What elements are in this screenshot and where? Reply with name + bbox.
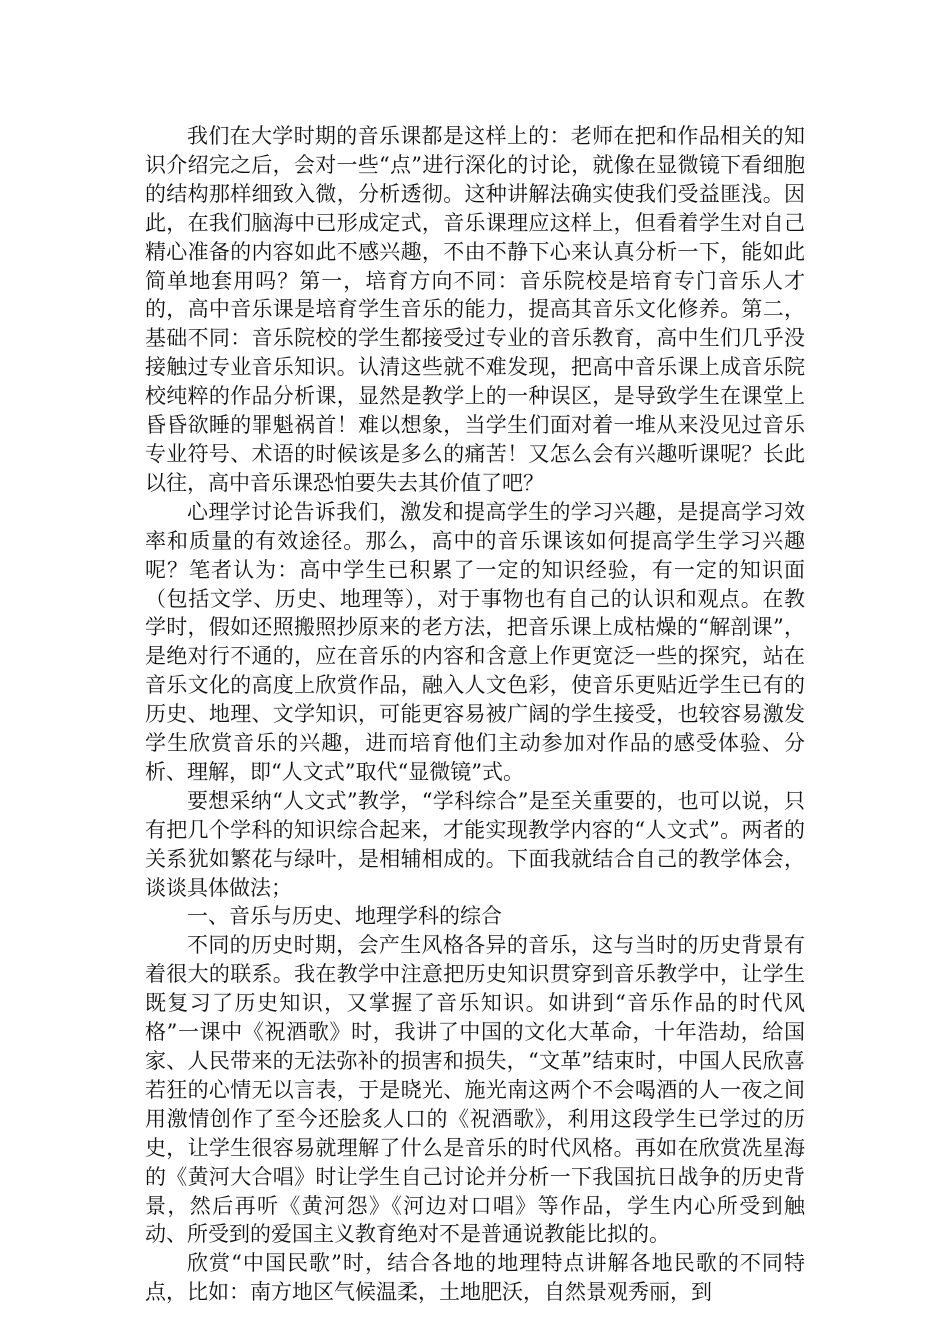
document-body [145, 122, 805, 1307]
paragraph-2: 心理学讨论告诉我们，激发和提高学生的学习兴趣，是提高学习效率和质量的有效途径。那么，高中的音乐课该如何提高学生学习兴趣呢？笔者认为：高中学生已积累了一定的知识经验，有一定的知识面（包括文学、历史、地理等），对于事物也有自己的认识和观点。在教学时，假如还照搬照抄原来的老方法，把音乐课上成枯燥的“解剖课”，是绝对行不通的，应在音乐的内容和含意上作更宽泛一些的探究，站在音乐文化的高度上欣赏作品，融入人文色彩，使音乐更贴近学生已有的历史、地理、文学知识，可能更容易被广阔的学生接受，也较容易激发学生欣赏音乐的兴趣，进而培育他们主动参加对作品的感受体验、分析、理解，即“人文式”取代“显微镜”式。 [145, 499, 805, 784]
paragraph-1: 我们在大学时期的音乐课都是这样上的：老师在把和作品相关的知识介绍完之后，会对一些“点”进行深化的讨论，就像在显微镜下看细胞的结构那样细致入微，分析透彻。这种讲解法确实使我们受益匪浅。因此，在我们脑海中已形成定式，音乐课理应这样上，但看着学生对自己精心准备的内容如此不感兴趣，不由不静下心来认真分析一下，能如此简单地套用吗？第一，培育方向不同：音乐院校是培育专门音乐人才的，高中音乐课是培育学生音乐的能力，提高其音乐文化修养。第二，基础不同：音乐院校的学生都接受过专业的音乐教育，高中生们几乎没接触过专业音乐知识。认清这些就不难发现，把高中音乐课上成音乐院校纯粹的作品分析课，显然是教学上的一种误区，是导致学生在课堂上昏昏欲睡的罪魁祸首！难以想象，当学生们面对着一堆从来没见过音乐专业符号、术语的时候该是多么的痛苦！又怎么会有兴趣听课呢？长此以往，高中音乐课恐怕要失去其价值了吧？ [145, 124, 805, 495]
paragraph-3: 要想采纳“人文式”教学，“学科综合”是至关重要的，也可以说，只有把几个学科的知识综合起来，才能实现教学内容的“人文式”。两者的关系犹如繁花与绿叶，是相辅相成的。下面我就结合自己的教学体会，谈谈具体做法； [145, 788, 805, 900]
paragraph-4: 不同的历史时期，会产生风格各异的音乐，这与当时的历史背景有着很大的联系。我在教学中注意把历史知识贯穿到音乐教学中，让学生既复习了历史知识，又掌握了音乐知识。如讲到“音乐作品的时代风格”一课中《祝酒歌》时，我讲了中国的文化大革命，十年浩劫，给国家、人民带来的无法弥补的损害和损失，“文革”结束时，中国人民欣喜若狂的心情无以言表，于是晓光、施光南这两个不会喝酒的人一夜之间用激情创作了至今还脍炙人口的《祝酒歌》，利用这段学生已学过的历史，让学生很容易就理解了什么是音乐的时代风格。再如在欣赏冼星海的《黄河大合唱》时让学生自己讨论并分析一下我国抗日战争的历史背景，然后再听《黄河怨》《河边对口唱》等作品，学生内心所受到触动、所受到的爱国主义教育绝对不是普通说教能比拟的。 [145, 933, 805, 1247]
section-heading: 一、音乐与历史、地理学科的综合 [187, 904, 502, 929]
paragraph-5: 欣赏“中国民歌”时，结合各地的地理特点讲解各地民歌的不同特点，比如：南方地区气候温柔，土地肥沃，自然景观秀丽，到 [145, 1251, 805, 1305]
